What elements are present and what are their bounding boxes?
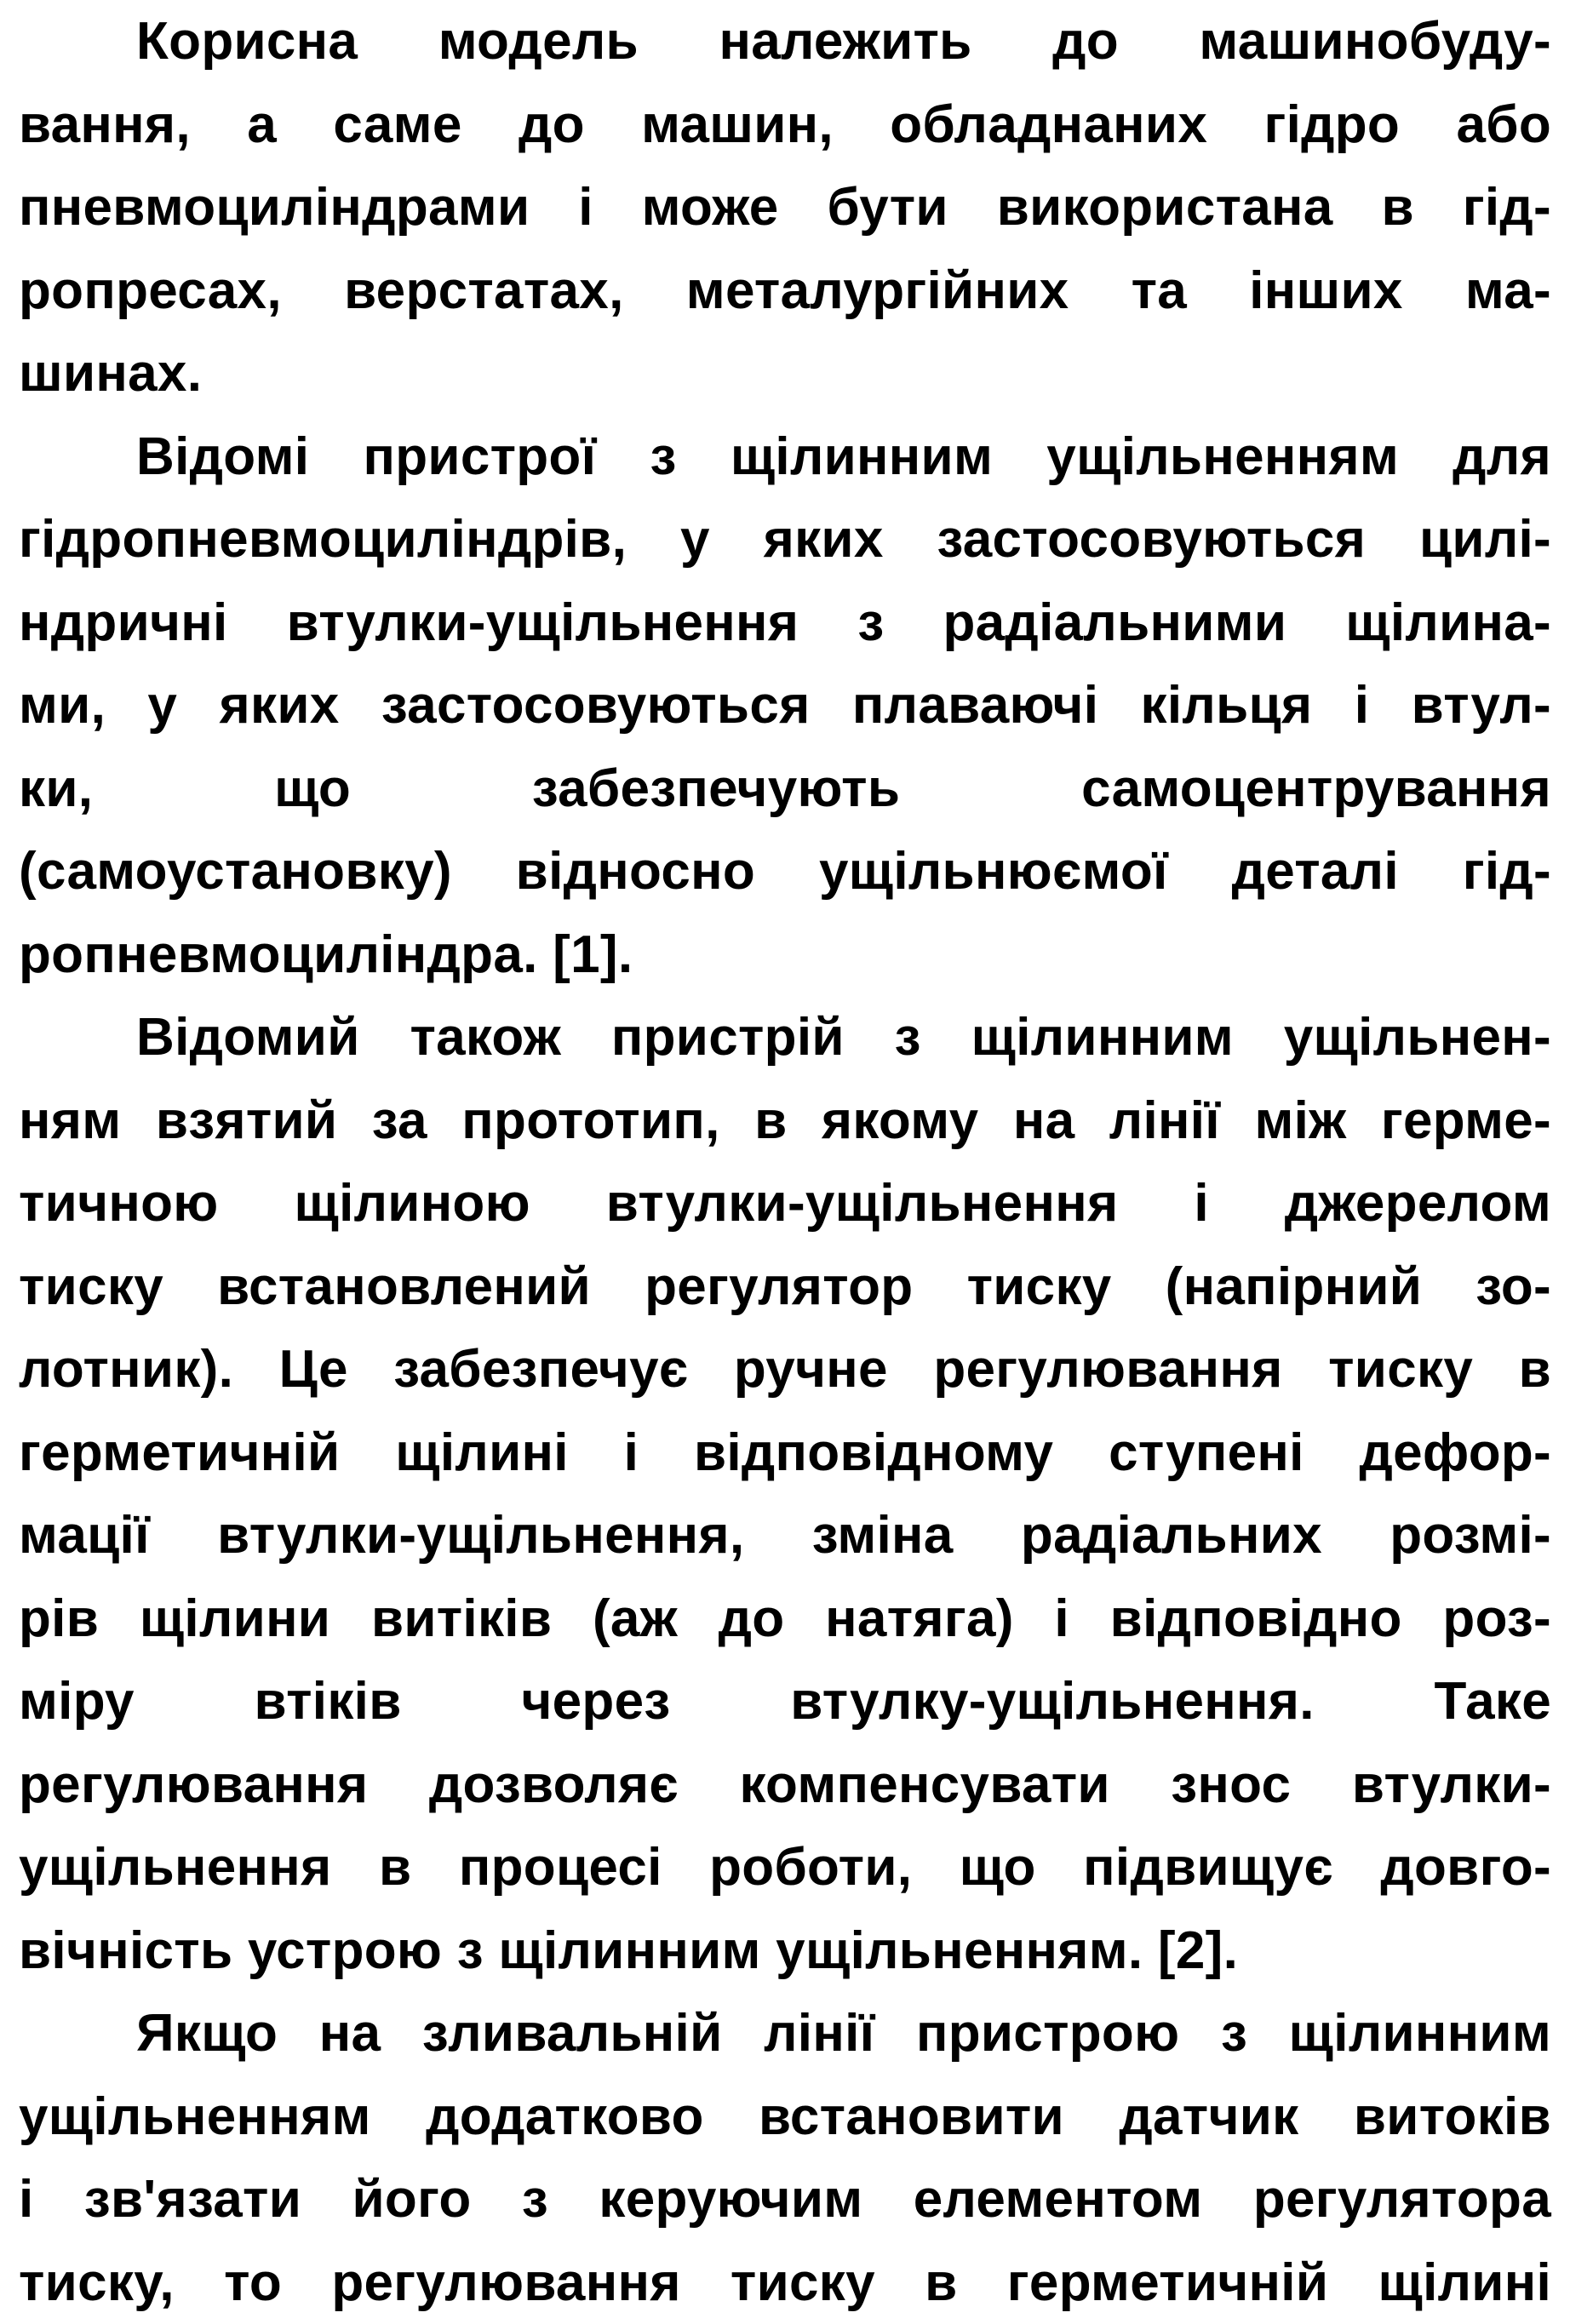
text-line: мації втулки-ущільнення, зміна радіальних розмі- bbox=[19, 1494, 1551, 1577]
text-line: вання, а саме до машин, обладнаних гідро або bbox=[19, 83, 1551, 167]
text-line: Відомі пристрої з щілинним ущільненням для bbox=[19, 415, 1551, 499]
text-line: вічність устрою з щілинним ущільненням. [2]. bbox=[19, 1909, 1551, 1993]
text-line: ропресах, верстатах, металургійних та інших ма- bbox=[19, 249, 1551, 333]
text-line: ням взятий за прототип, в якому на лінії між герме- bbox=[19, 1079, 1551, 1163]
paragraph bbox=[19, 415, 1551, 997]
paragraph bbox=[19, 0, 1551, 415]
text-line: ущільненням додатково встановити датчик витоків bbox=[19, 2075, 1551, 2159]
text-line: (самоустановку) відносно ущільнюємої деталі гід- bbox=[19, 830, 1551, 913]
text-line: гідропневмоциліндрів, у яких застосовуються цилі- bbox=[19, 498, 1551, 581]
document-page bbox=[19, 0, 1551, 2324]
text-line: Корисна модель належить до машинобуду- bbox=[19, 0, 1551, 83]
text-line: рів щілини витіків (аж до натяга) і відповідно роз- bbox=[19, 1577, 1551, 1661]
text-line: тиску встановлений регулятор тиску (напірний зо- bbox=[19, 1245, 1551, 1329]
text-line: ки, що забезпечують самоцентрування bbox=[19, 747, 1551, 831]
paragraph bbox=[19, 996, 1551, 1992]
text-line: регулювання дозволяє компенсувати знос втулки- bbox=[19, 1743, 1551, 1827]
text-line: міру втіків через втулку-ущільнення. Таке bbox=[19, 1660, 1551, 1743]
text-line: і зв'язати його з керуючим елементом регулятора bbox=[19, 2158, 1551, 2241]
text-line: ндричні втулки-ущільнення з радіальними щілина- bbox=[19, 581, 1551, 665]
text-line: Відомий також пристрій з щілинним ущільнен- bbox=[19, 996, 1551, 1079]
text-line: лотник). Це забезпечує ручне регулювання тиску в bbox=[19, 1328, 1551, 1411]
text-line: тиску, то регулювання тиску в герметичній щілині bbox=[19, 2241, 1551, 2324]
text-line: герметичній щілині і відповідному ступені дефор- bbox=[19, 1411, 1551, 1495]
text-line: тичною щілиною втулки-ущільнення і джерелом bbox=[19, 1162, 1551, 1245]
text-line: ропневмоциліндра. [1]. bbox=[19, 913, 1551, 997]
text-line: пневмоциліндрами і може бути використана в гід- bbox=[19, 166, 1551, 249]
text-line: шинах. bbox=[19, 332, 1551, 415]
text-line: ущільнення в процесі роботи, що підвищує довго- bbox=[19, 1826, 1551, 1909]
paragraph bbox=[19, 1992, 1551, 2324]
text-line: Якщо на зливальній лінії пристрою з щілинним bbox=[19, 1992, 1551, 2075]
text-line: ми, у яких застосовуються плаваючі кільця і втул- bbox=[19, 664, 1551, 747]
